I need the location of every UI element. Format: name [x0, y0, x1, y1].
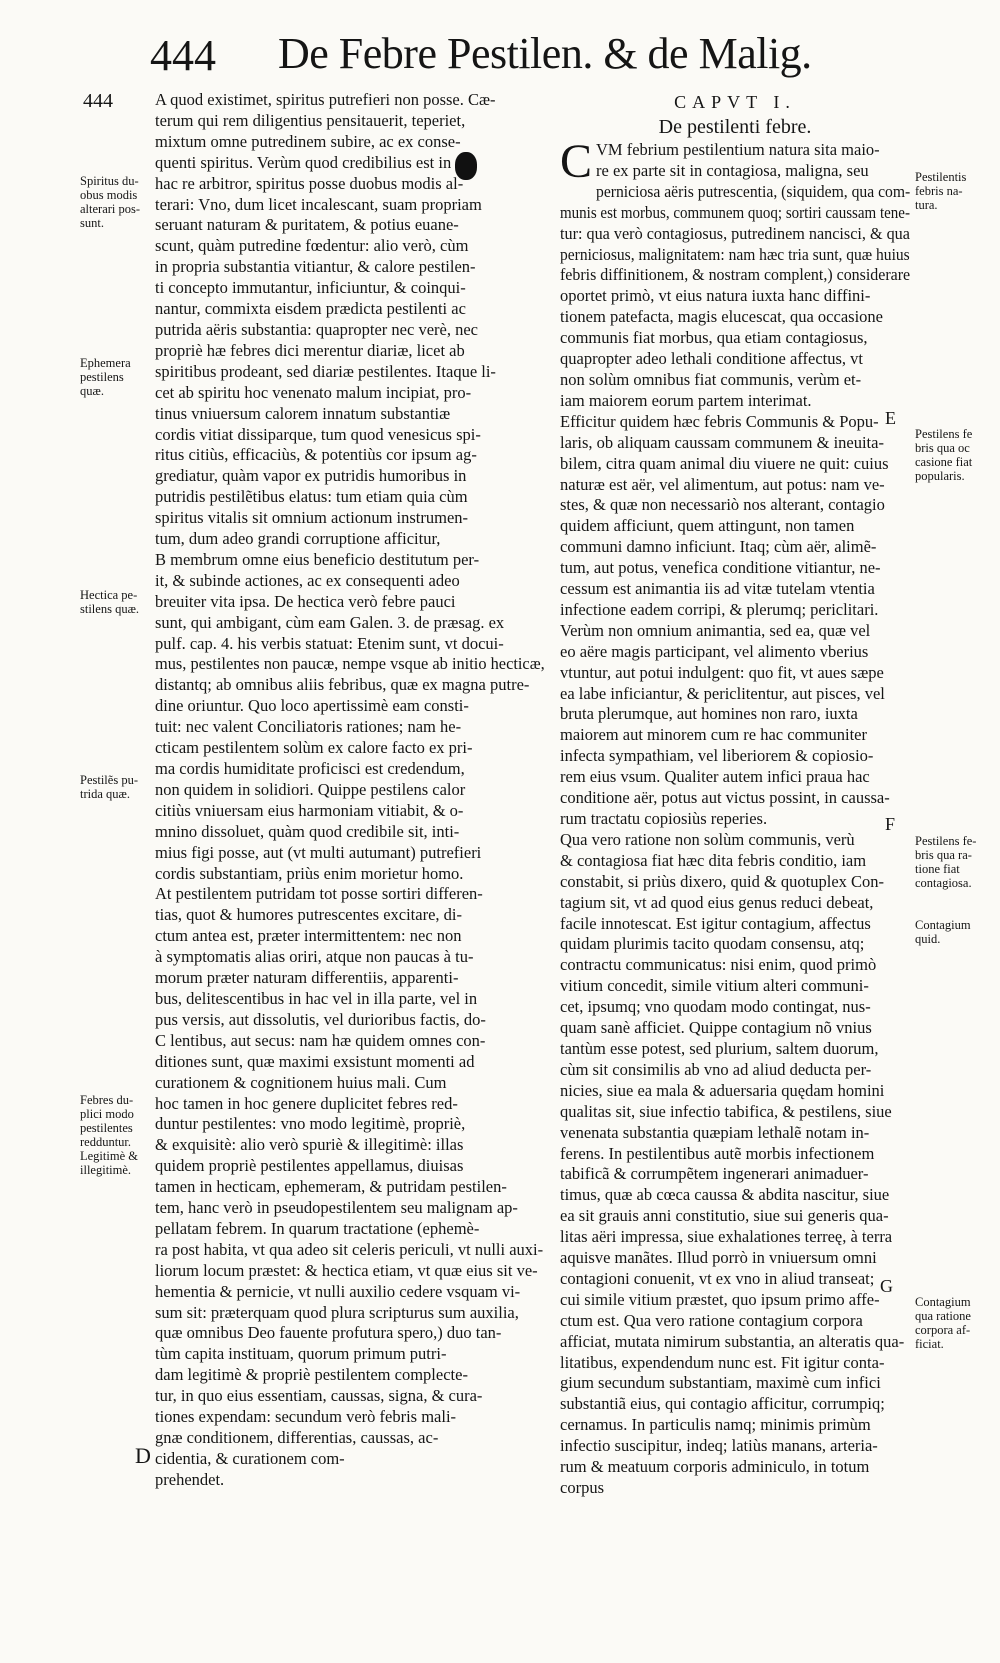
- left-column-line: At pestilentem putridam tot posse sortiri differen-: [155, 884, 483, 904]
- right-column-line: Qua vero ratione non solùm communis, verù: [560, 829, 855, 849]
- left-column-line: morum præter naturam differentiis, apparenti-: [155, 968, 459, 988]
- right-column-line: litas aëri impressa, siue exhalationes terreę, à terra: [560, 1227, 893, 1247]
- right-column-line: tur: qua verò contagiosus, putredinem nancisci, & qua: [560, 223, 910, 243]
- left-column-line: tùm capita instituam, quorum primum putri-: [155, 1344, 447, 1364]
- right-column-line: maiorem aut minorem cum re hac communiter: [560, 725, 867, 745]
- section-letter-g: G: [880, 1276, 893, 1296]
- drop-capital: C: [560, 135, 593, 188]
- left-column-line: cidentia, & curationem com-: [155, 1448, 345, 1468]
- left-column-line: à symptomatis alias oriri, atque non paucas à tu-: [155, 947, 474, 967]
- right-column-line: perniciosus, malignitatem: nam hæc tria sunt, quæ huius: [560, 244, 910, 264]
- page-header: [150, 28, 812, 98]
- left-column-line: cet ab spiritu hoc venenato malum incipiat, pro-: [155, 382, 472, 402]
- page-number: 444: [150, 31, 216, 80]
- right-column-line: constabit, si priùs dixero, quid & quotuplex Con-: [560, 871, 885, 891]
- right-column-line: quam sanè afficiet. Quippe contagium nõ vnius: [560, 1018, 872, 1038]
- right-body-text: [560, 135, 910, 1499]
- right-column-line: laris, ob aliquam caussam communem & ineuita-: [560, 432, 884, 452]
- margin-note-left-5: Febres du- plici modo pestilentes redduntur. Legitimè & illegitimè.: [80, 1093, 138, 1177]
- right-column-line: tantùm esse potest, sed plurium, saltem duorum,: [560, 1038, 879, 1058]
- left-column-line: citiùs vniuersam eius harmoniam vitiabit, & o-: [155, 800, 464, 820]
- left-column-line: tias, quot & humores putrescentes excitare, di-: [155, 905, 462, 925]
- right-column-line: perniciosa aëris putrescentia, (siquidem, qua com-: [596, 181, 910, 201]
- right-column-line: conditione aër, potus aut victus possint, in caussa-: [560, 788, 890, 808]
- right-column-line: cùm sit consimilis ab vno ad aliud deducta per-: [560, 1059, 872, 1079]
- right-text-column: [560, 90, 910, 1499]
- right-column-line: corpus: [560, 1478, 604, 1497]
- chapter-heading: CAPVT I.: [674, 92, 796, 112]
- left-column-line: quidem propriè pestilentes appellamus, diuisas: [155, 1156, 464, 1176]
- right-column-line: tagium sit, vt ad quod eius genus reduci debeat,: [560, 892, 874, 912]
- right-column-line: rum tractatu copiosiùs reperies.: [560, 809, 768, 828]
- left-column-line: quæ omnibus Deo fauente profutura spero,) duo tan-: [155, 1323, 502, 1343]
- left-column-line: tinus vniuersum calorem innatum substantiæ: [155, 403, 451, 423]
- left-column-line: hac re arbitror, spiritus posse duobus modis al-: [155, 173, 464, 193]
- left-page-marker: 444: [83, 90, 113, 112]
- right-column-line: cernamus. In particulis namq; minimis primùm: [560, 1415, 871, 1435]
- right-column-line: quidem afficiunt, quem attingunt, non tamen: [560, 516, 855, 536]
- right-column-line: contagioni conuenit, vt ex vno in aliud transeat;: [560, 1268, 875, 1288]
- left-column-line: cordis vitiat dissiparque, tum quod venesicus spi-: [155, 424, 481, 444]
- left-column-line: curationem & cognitionem huius mali. Cum: [155, 1072, 447, 1092]
- margin-note-left-3: Hectica pe- stilens quæ.: [80, 588, 140, 616]
- left-column-line: ditiones sunt, quæ maximi exsistunt momenti ad: [155, 1051, 475, 1071]
- left-column-line: dine oriuntur. Quo loco apertissimè eam consti-: [155, 696, 469, 716]
- left-column-line: liorum locum præstet: & hectica etiam, vt quæ eius sit ve-: [155, 1260, 538, 1280]
- left-column-line: non quidem in solidiori. Quippe pestilens calor: [155, 779, 466, 799]
- left-column-line: propriè hæ febres dici merentur diariæ, licet ab: [155, 340, 465, 360]
- right-column-line: Efficitur quidem hæc febris Communis & Popu-: [560, 411, 879, 431]
- chapter-title: De pestilenti febre.: [658, 116, 812, 138]
- left-column-line: prehendet.: [155, 1469, 225, 1489]
- left-column-line: putridis pestilẽtibus elatus: tum etiam quia cùm: [155, 487, 468, 507]
- right-column-line: ea sit grauis anni constitutio, siue sui generis qua-: [560, 1206, 889, 1226]
- right-column-line: vitium concedit, simile vitium alteri communi-: [560, 976, 869, 996]
- margin-note-left-2: Ephemera pestilens quæ.: [80, 356, 131, 398]
- left-column-line: tiones expendam: secundum verò febris mali-: [155, 1407, 457, 1427]
- left-column-line: mixtum omne putredinem subire, ac ex conse-: [155, 131, 461, 151]
- right-column-line: rum & meatuum corporis adminiculo, in totum: [560, 1457, 870, 1477]
- left-column-line: terum qui rem diligentius pensitauerit, teperiet,: [155, 110, 466, 130]
- left-column-line: A quod existimet, spiritus putrefieri non posse. Cæ-: [155, 90, 496, 109]
- left-column-line: cordis substantiam, priùs enim morietur homo.: [155, 863, 464, 883]
- left-column-line: mnino dissoluet, quàm quod credibile sit, inti-: [155, 821, 460, 841]
- left-column-line: scunt, quàm putredine fœdentur: alio verò, cùm: [155, 236, 469, 256]
- margin-note-right-5: Contagium qua ratione corpora af- ficiat.: [915, 1295, 971, 1351]
- margin-note-right-1: Pestilentis febris na- tura.: [915, 170, 967, 212]
- left-text-column: [155, 90, 545, 1491]
- right-column-line: munis est morbus, communem quoq; sortiri caussam tene-: [560, 202, 910, 222]
- right-column-line: vtuntur, aut potui indulgent: quo fit, vt aues sæpe: [560, 662, 884, 682]
- right-column-line: febris diffinitionem, & nostram complent,) considerare: [560, 265, 910, 285]
- right-column-line: cessum est animantia iis ad vitæ tutelam vtentia: [560, 579, 875, 599]
- section-letter-f: F: [885, 814, 896, 834]
- right-column-line: ctum est. Qua vero ratione contagium corpora: [560, 1310, 863, 1330]
- left-column-line: terari: Vno, dum licet incalescant, suam propriam: [155, 194, 482, 214]
- left-column-line: distantq; ab omnibus aliis febribus, quæ ex magna putre-: [155, 675, 530, 695]
- left-column-line: & exquisitè: alio verò spuriè & illegitimè: illas: [155, 1135, 464, 1155]
- left-column-line: sum sit: præterquam quod plura scripturus sum auxilia,: [155, 1302, 519, 1322]
- right-column-line: qualitas sit, siue infectio tabifica, & pestilens, siue: [560, 1101, 892, 1121]
- right-column-line: infecta sympathiam, vel liberiorem & copiosio-: [560, 746, 874, 766]
- right-column-line: ea labe inficiantur, & periclitentur, aut pisces, vel: [560, 683, 885, 703]
- right-column-line: venenata substantia quæpiam lethalẽ notam in-: [560, 1122, 870, 1142]
- left-column-line: bus, delitescentibus in hac vel in illa parte, vel in: [155, 988, 478, 1008]
- right-column-line: VM febrium pestilentium natura sita maio-: [596, 140, 880, 159]
- left-column-line: gnæ conditionem, differentias, caussas, ac-: [155, 1428, 439, 1447]
- margin-note-right-4: Contagium quid.: [915, 918, 971, 946]
- right-column-line: substantiã eius, qui contagio afficitur, corrumpiq;: [560, 1394, 885, 1414]
- right-column-line: gium secundum substantiam, maximè cum infici: [560, 1373, 881, 1393]
- left-column-line: nantur, commixta eisdem prædicta pestilenti ac: [155, 299, 466, 319]
- right-column-line: communis fiat morbus, qua etiam contagiosus,: [560, 328, 868, 348]
- left-column-line: tur, in quo eius essentiam, caussas, signa, & cura-: [155, 1386, 483, 1406]
- left-column-line: in propria substantia vitiantur, & calore pestilen-: [155, 257, 476, 277]
- right-column-line: timus, quæ ab cœca caussa & abdita nascitur, siue: [560, 1185, 890, 1205]
- left-column-line: tuit: nec valent Conciliatoris rationes; nam he-: [155, 717, 462, 737]
- left-column-line: hoc tamen in hoc genere duplicitet febres red-: [155, 1093, 458, 1113]
- right-column-line: aquisve manãtes. Illud porrò in vniuersum omni: [560, 1248, 877, 1268]
- right-column-line: & contagiosa fiat hæc dita febris conditio, iam: [560, 850, 867, 870]
- right-column-line: rem eius vsum. Qualiter autem infici praua hac: [560, 767, 870, 787]
- left-column-line: duntur pestilentes: vno modo legitimè, propriè,: [155, 1114, 466, 1134]
- left-column-line: C lentibus, aut secus: nam hæ quidem omnes con-: [155, 1030, 486, 1050]
- right-column-line: non solùm omnibus fiat communis, verùm et-: [560, 369, 862, 389]
- left-column-line: putrida aëris substantia: quapropter nec verè, nec: [155, 319, 478, 339]
- right-column-line: tum, aut potus, venefica conditione vitiantur, ne-: [560, 558, 881, 578]
- left-column-line: sunt, qui ambigant, cùm eam Galen. 3. de præsag. ex: [155, 612, 505, 632]
- right-column-line: Verùm non omnium animantia, sed ea, quæ vel: [560, 620, 871, 640]
- left-column-line: tem, hanc verò in pseudopestilentem seu malignam ap-: [155, 1198, 518, 1218]
- right-column-line: nicies, siue ea mala & aduersaria quędam homini: [560, 1080, 885, 1100]
- left-column-line: pellatam febrem. In quarum tractatione (ephemè-: [155, 1218, 480, 1238]
- margin-note-left-4: Pestilẽs pu- trida quæ.: [80, 773, 138, 801]
- margin-note-left-1: Spiritus du- obus modis alterari pos- sunt.: [80, 174, 141, 230]
- right-column-line: eo aëre magis participant, vel alimento vberius: [560, 641, 869, 661]
- left-column-line: pus versis, aut dissolutis, vel durioribus factis, do-: [155, 1009, 486, 1029]
- right-column-line: stes, & quæ non necessariò nos alterant, contagio: [560, 495, 885, 515]
- right-column-line: bruta plerumque, aut homines non raro, iuxta: [560, 704, 858, 724]
- left-column-line: spiritibus prodeant, sed diariæ pestilentes. Itaque li-: [155, 361, 496, 381]
- right-column-line: litatibus, expendendum nunc est. Fit igitur conta-: [560, 1352, 885, 1372]
- left-column-line: grediatur, quàm vapor ex putridis humoribus in: [155, 466, 467, 486]
- left-column-line: ctum antea est, præter intermittentem: nec non: [155, 926, 462, 946]
- margin-note-right-3: Pestilens fe- bris qua ra- tione fiat contagiosa.: [915, 834, 977, 890]
- left-column-line: ra post habita, vt qua adeo sit celeris periculi, vt nulli auxi-: [155, 1239, 544, 1259]
- right-column-line: oportet primò, vt eius natura iuxta hanc diffini-: [560, 286, 871, 306]
- right-column-line: cet, ipsumq; vno quodam modo contingat, nus-: [560, 997, 871, 1017]
- left-column-line: mus, pestilentes non paucæ, nempe vsque ab initio hecticæ,: [155, 654, 545, 674]
- right-column-line: afficiat, mutata nimirum substantia, an alteratis qua-: [560, 1331, 905, 1351]
- left-column-line: breuiter vita ipsa. De hectica verò febre pauci: [155, 591, 456, 611]
- left-column-line: cticam pestilentem solùm ex calore facto ex pri-: [155, 738, 473, 758]
- right-column-line: quidam plurimis tacito quodam consensu, atq;: [560, 934, 865, 954]
- right-column-line: cui simile vitium præstet, quo ipsum primo affe-: [560, 1289, 880, 1309]
- margin-note-right-2: Pestilens fe bris qua oc casione fiat popularis.: [915, 427, 973, 483]
- right-column-line: naturæ est aër, vel alimentum, aut potus: nam ve-: [560, 474, 885, 494]
- left-column-line: tum, dum adeo grandi corruptione afficitur,: [155, 529, 441, 549]
- right-column-line: tionem patefacta, magis elucescat, qua occasione: [560, 307, 883, 327]
- right-column-line: infectio suscipitur, indeq; latiùs manans, arteria-: [560, 1436, 878, 1456]
- running-title: De Febre Pestilen. & de Malig.: [278, 29, 812, 78]
- right-column-line: re ex parte sit in contagiosa, maligna, seu: [596, 160, 869, 180]
- section-letter-d: D: [135, 1443, 151, 1468]
- left-column-line: ti concepto immutantur, inficiuntur, & coinqui-: [155, 278, 466, 298]
- left-column-line: seruant naturam & puritatem, & potius euane-: [155, 215, 459, 235]
- right-column-line: facile innotescat. Est igitur contagium, affectus: [560, 913, 871, 933]
- left-column-line: tamen in hecticam, ephemeram, & putridam pestilen-: [155, 1177, 507, 1197]
- left-column-line: ma cordis humiditate proficisci est credendum,: [155, 759, 465, 778]
- left-column-line: dam legitimè & propriè pestilentem complecte-: [155, 1365, 468, 1385]
- right-column-line: tabificã & corrumpẽtem ingenerari animaduer-: [560, 1164, 869, 1184]
- right-column-line: contractu communicatus: nisi enim, quod primò: [560, 955, 877, 975]
- left-column-line: spiritus vitalis sit omnium actionum instrumen-: [155, 508, 469, 528]
- section-letter-e: E: [885, 408, 896, 428]
- right-column-line: bilem, citra quam animal diu viuere ne quit: cuius: [560, 453, 889, 473]
- left-column-line: hementia & pernicie, vt nulli auxilio cedere vsquam vi-: [155, 1281, 521, 1301]
- right-column-line: communi damno inficiunt. Itaq; cùm aër, alimẽ-: [560, 537, 877, 557]
- left-column-line: quenti spiritus. Verùm quod credibilius est in: [155, 152, 452, 172]
- left-column-line: mius figi posse, aut (vt multi autumant) putrefieri: [155, 842, 482, 862]
- left-column-line: B membrum omne eius beneficio destitutum per-: [155, 549, 480, 569]
- left-column-line: it, & subinde actiones, ac ex consequenti adeo: [155, 570, 460, 590]
- right-column-line: quapropter adeo lethali conditione affectus, vt: [560, 349, 864, 369]
- right-column-line: iam maiorem eorum partem interimat.: [560, 390, 812, 410]
- right-column-line: infectione eadem corripi, & plerumq; periclitari.: [560, 599, 879, 619]
- left-column-line: pulf. cap. 4. his verbis statuat: Etenim sunt, vt docui-: [155, 633, 504, 653]
- right-column-line: ferens. In pestilentibus autẽ morbis infectionem: [560, 1143, 875, 1163]
- left-column-line: ritus citiùs, efficaciùs, & potentiùs cor ipsum ag-: [155, 445, 477, 465]
